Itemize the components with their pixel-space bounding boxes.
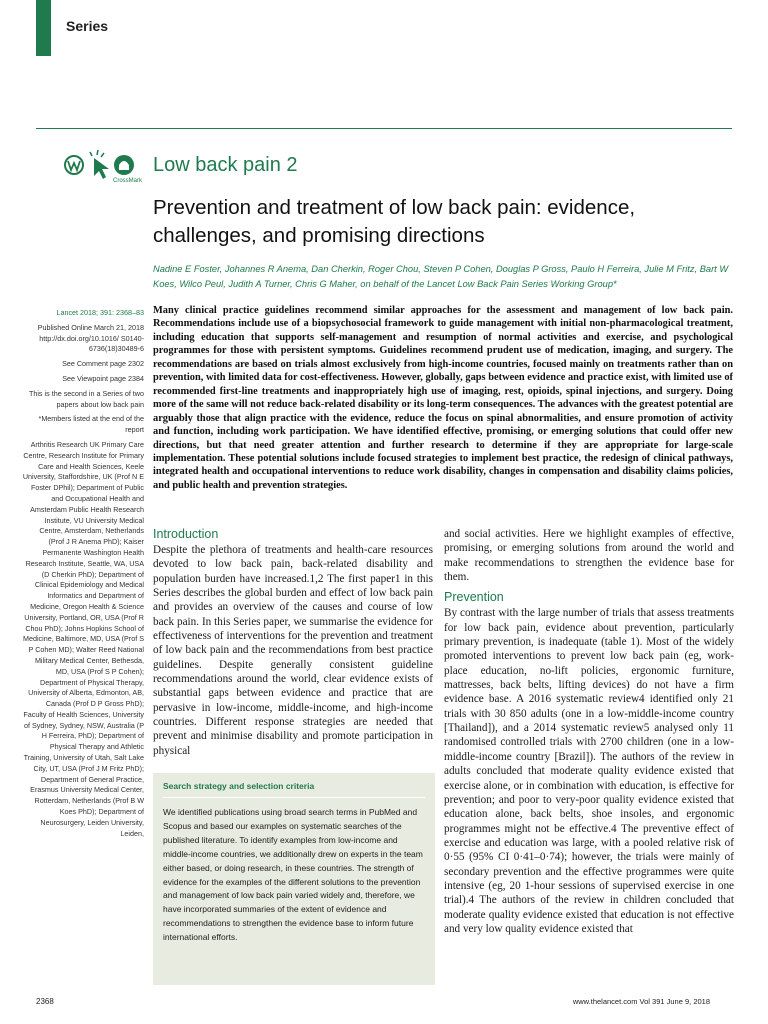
introduction-text: Despite the plethora of treatments and health-care resources devoted to low back pain, back-related disability and population burden have increased.1,2 The first paper1 in this Series describes the global burden and effect of low back pain and provides an overview of the causes and course of low back pain. In this Series paper, we summarise the evidence for effectiveness of interventions for the prevention and treatment of low back pain and the recommendations from best practice guidelines. Despite generally consistent guideline recommendations around the world, clear evidence exists of substantial gaps between evidence and practice that are pervasive in low-income, middle-income, and high-income countries. Different response strategies are needed that prevent and minimise disability and promote participation in physical [153, 544, 433, 757]
see-comment-link[interactable]: See Comment page 2302 [62, 359, 144, 369]
see-viewpoint-link[interactable]: See Viewpoint page 2384 [62, 373, 144, 383]
members-note: *Members listed at the end of the report [38, 414, 144, 435]
series-kicker: Low back pain 2 [153, 154, 298, 176]
cursor-icon [90, 150, 109, 179]
prevention-text: By contrast with the large number of trials that assess treatments for low back pain, evidence about prevention, particularly primary prevention, is inadequate (table 1). Most of the widely promoted interventions to prevent low back pain (eg, work-place education, no-lift policies, ergonomic furniture, mattresses, back belts, lifting devices) do not have a firm evidence base. A 2016 systematic review4 identified only 21 trials with 30 850 adults (one in a low-middle-income country [Thailand]), and a 2014 systematic review5 analysed only 11 randomised controlled trials with 2700 children (one in a low-middle-income country [Brazil]). The authors of the review in adults concluded that moderate quality evidence existed that exercise alone, or in combination with education, is effective for prevention; and poor to very-poor quality evidence existed that education alone, back belts, shoe insoles, and ergonomic programmes might not be effective.4 The preventive effect of exercise and education was large, with a pooled relative risk of 0·55 (95% CI 0·41–0·74); however, the trials were mainly of secondary prevention and the effective programmes were quite intensive (eg, 20 1-hour sessions of supervised exercise in one trial).4 The authors of the review in children concluded that moderate quality evidence existed that education is not effective and very low quality evidence existed that [444, 607, 734, 935]
column-right [444, 527, 734, 942]
journal-footer: www.thelancet.com Vol 391 June 9, 2018 [572, 997, 710, 1006]
crossmark-icon [114, 155, 134, 175]
introduction-continued: and social activities. Here we highlight examples of effective, promising, or emerging solutions from around the world and make recommendations to strengthen the evidence base for them. [444, 528, 734, 584]
page-number: 2368 [36, 997, 54, 1006]
article-title: Prevention and treatment of low back pain: evidence, challenges, and promising directions [153, 196, 636, 247]
citation: Lancet 2018; 391: 2368–83 [56, 308, 144, 317]
panel-title: Search strategy and selection criteria [163, 781, 315, 791]
series-note: This is the second in a Series of two papers about low back pain [28, 388, 144, 409]
series-color-bar [36, 0, 51, 56]
column-left [153, 527, 433, 764]
article-sidebar [22, 308, 144, 843]
author-list: Nadine E Foster, Johannes R Anema, Dan Cherkin, Roger Chou, Steven P Cohen, Douglas P Gross, Paulo H Ferreira, Julie M Fritz, Bart W Koes, Wilco Peul, Judith A Turner, Chris G Maher, on behalf of the Lancet Low Back Pain Series Working Group* [153, 264, 729, 289]
search-strategy-panel [153, 773, 435, 985]
header-rule [36, 128, 732, 129]
published-online: Published Online March 21, 2018 http://dx.doi.org/10.1016/ S0140-6736(18)30489-6 [37, 322, 144, 354]
affiliations: Arthritis Research UK Primary Care Centre, Research Institute for Primary Care and Health Sciences, Keele University, Staffordshire, UK (Prof N E Foster DPhil); Department of Public and Occupational Health and Amsterdam Public Health Research Institute, VU University Medical Centre, Amsterdam, Netherlands (Prof J R Anema PhD); Kaiser Permanente Washington Health Research Institute, Seattle, WA, USA (D Cherkin PhD); Department of Clinical Epidemiology and Medical Informatics and Department of Medicine, Oregon Health & Science University, Portland, OR, USA (Prof R Chou PhD); Johns Hopkins School of Medicine, Baltimore, MD, USA (Prof S P Cohen MD); Walter Reed National Military Medical Center, Bethesda, MD, USA (Prof S P Cohen); Department of Physical Therapy, University of Alberta, Edmonton, AB, Canada (Prof D P Gross PhD); Faculty of Health Sciences, University of Sydney, Sydney, NSW, Australia (P H Ferreira, PhD); Department of Physical Therapy and Athletic Training, University of Utah, Salt Lake City, UT, USA (Prof J M Fritz PhD); Department of General Practice, Erasmus University Medical Center, Rotterdam, Netherlands (Prof B W Koes PhD); Department of Neurosurgery, Leiden University, Leiden, [22, 439, 144, 838]
prevention-heading: Prevention [444, 590, 504, 605]
crossmark-label: CrossMark [113, 178, 143, 184]
panel-text: We identified publications using broad search terms in PubMed and Scopus and based our examples on systematic searches of the published literature. To identify examples from low-income and middle-income countries, we additionally drew on experts in the team either based, or doing research, in these countries. The strength of evidence for the examples of the different solutions to the prevention and management of low back pain varied widely and, therefore, we have incorporated summaries of the extent of evidence and recommendations to strengthen the evidence base to inform future international efforts. [163, 807, 423, 943]
series-label: Series [66, 18, 109, 34]
abstract: Many clinical practice guidelines recommend similar approaches for the assessment and management of low back pain. Recommendations include use of a biopsychosocial framework to guide management with initial non-pharmacological treatment, including education that supports self-management and resumption of normal activities and exercise, and psychological programmes for those with persistent symptoms. Guidelines recommend prudent use of medication, imaging, and surgery. The recommendations are based on trials almost exclusively from high-income countries, focused mainly on treatments rather than on prevention, with limited data for cost-effectiveness. However, globally, gaps between evidence and practice exist, with limited use of recommended first-line treatments and inappropriately high use of imaging, rest, opioids, spinal injections, and surgery. Doing more of the same will not reduce back-related disability or its long-term consequences. The advances with the greatest potential are arguably those that align practice with the evidence, reduce the focus on spinal abnormalities, and ensure promotion of activity and function, including work participation. We have identified effective, promising, or emerging solutions that could offer new directions, but that need greater attention and further research to determine if they are appropriate for large-scale implementation. These potential solutions include focused strategies to implement best practice, the redesign of clinical pathways, integrated health and occupational interventions to reduce work disability, changes in compensation and disability claims policies, and public health and prevention strategies. [153, 305, 733, 491]
panel-divider [163, 797, 425, 798]
w-logo-icon [65, 156, 83, 174]
introduction-heading: Introduction [153, 527, 219, 541]
